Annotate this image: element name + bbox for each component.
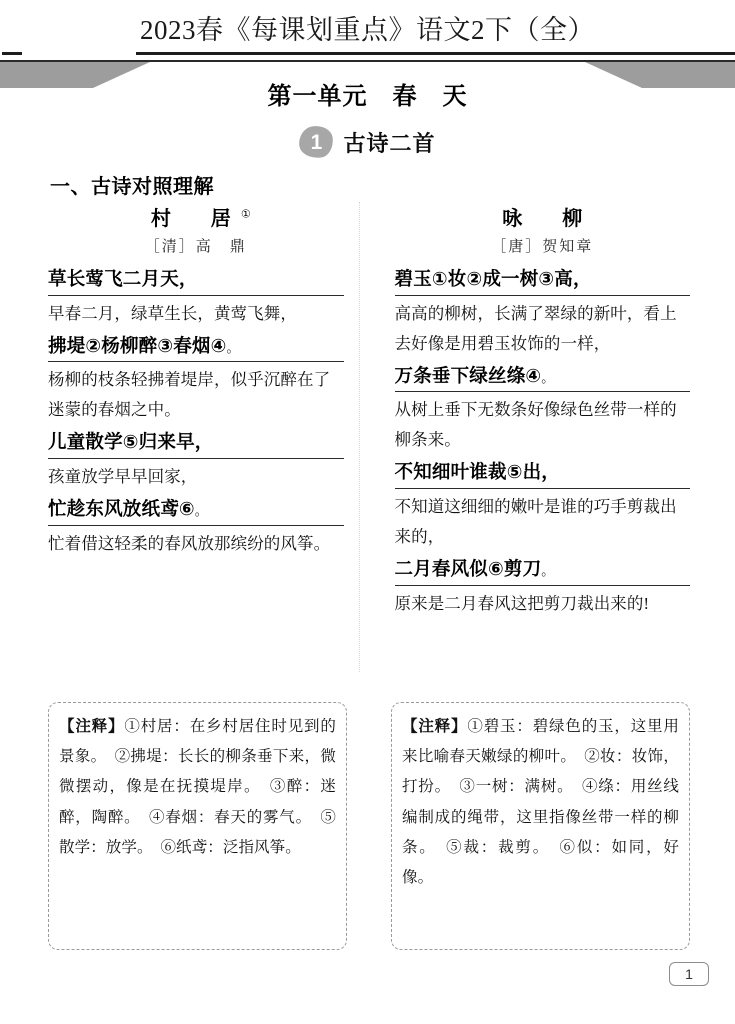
poem-translation-line: 孩童放学早早回家， xyxy=(48,467,198,487)
verse-text: 草长莺飞二月天， xyxy=(48,268,198,289)
verse-text: 二月春风似⑥剪刀 xyxy=(394,558,542,580)
annotation-body: ①碧玉：碧绿色的玉，这里用来比喻春天嫩绿的柳叶。 ②妆：妆饰，打扮。 ③一树：满树。 ④绦：用丝线编制成的绳带，这里指像丝带一样的柳条。 ⑤裁：裁剪。 ⑥似：如同，好像。 xyxy=(402,718,679,887)
poem-translation-line: 原来是二月春风这把剪刀裁出来的! xyxy=(394,593,650,613)
annotation-boxes xyxy=(48,702,690,950)
poem-translation-line: 高高的柳树，长满了翠绿的新叶，看上去好像是用碧玉妆饰的一样， xyxy=(394,303,677,353)
annotation-label: 【注释】 xyxy=(402,718,468,735)
lesson-header xyxy=(0,126,735,158)
poem-title-marker: ① xyxy=(240,208,251,221)
poem-verse-line xyxy=(395,458,691,489)
poem-translation-line: 从树上垂下无数条好像绿色丝带一样的柳条来。 xyxy=(394,400,677,450)
verse-text: 万条垂下绿丝绦④ xyxy=(394,364,542,386)
annotation-box-left xyxy=(48,702,347,950)
poem-verse-line xyxy=(48,428,344,459)
verse-text: 拂堤②杨柳醉③春烟④ xyxy=(48,334,227,356)
poem-title-text: 咏 柳 xyxy=(502,208,593,230)
poem-columns xyxy=(48,202,690,672)
verse-text: 不知细叶谁裁⑤出， xyxy=(394,461,560,483)
poem-translation-line: 杨柳的枝条轻拂着堤岸，似乎沉醉在了迷蒙的春烟之中。 xyxy=(48,370,331,420)
book-title: 2023春《每课划重点》语文2下（全） xyxy=(140,15,595,45)
header-rule-thick xyxy=(136,52,735,55)
poem-verse-line xyxy=(48,495,344,526)
verse-text: 儿童散学⑤归来早， xyxy=(48,431,214,453)
page-number: 1 xyxy=(669,962,709,986)
poem-title xyxy=(48,202,344,231)
annotation-body: ①村居：在乡村居住时见到的景象。 ②拂堤：长长的柳条垂下来，微微摆动，像是在抚摸堤岸。 ③醉：迷醉，陶醉。 ④春烟：春天的雾气。 ⑤散学：放学。 ⑥纸鸢：泛指风筝。 xyxy=(59,718,336,856)
lesson-number: 1 xyxy=(310,130,323,154)
annotation-text xyxy=(402,712,679,893)
verse-text: 碧玉①妆②成一树③高， xyxy=(394,268,592,289)
annotation-label: 【注释】 xyxy=(59,718,125,735)
poem-title xyxy=(395,202,691,231)
unit-title: 第一单元 春 天 xyxy=(267,83,468,110)
verse-punctuation: 。 xyxy=(541,563,555,579)
header-rule-stub xyxy=(2,52,22,55)
verse-punctuation: 。 xyxy=(194,503,208,519)
section-heading: 一、古诗对照理解 xyxy=(50,176,214,198)
annotation-text xyxy=(59,712,336,863)
annotation-box-right xyxy=(391,702,690,950)
verse-punctuation: 。 xyxy=(226,339,240,355)
header-rule-thin xyxy=(0,60,735,62)
poem-column-right xyxy=(365,202,691,672)
poem-verse-line xyxy=(395,265,691,296)
poem-verse-line xyxy=(395,555,691,586)
poem-verse-line xyxy=(395,362,691,393)
lesson-number-badge xyxy=(299,126,333,158)
poem-translation-line: 忙着借这轻柔的春风放那缤纷的风筝。 xyxy=(48,533,331,553)
poem-translation-line: 不知道这细细的嫩叶是谁的巧手剪裁出来的， xyxy=(394,497,677,547)
verse-punctuation: 。 xyxy=(541,369,555,385)
page-header xyxy=(0,0,735,112)
verse-text: 忙趁东风放纸鸢⑥ xyxy=(48,498,195,520)
poem-author: ［唐］贺知章 xyxy=(491,239,594,255)
poem-column-left xyxy=(48,202,354,672)
poem-author: ［清］高 鼎 xyxy=(144,239,247,255)
poem-verse-line xyxy=(48,265,344,296)
poem-verse-line xyxy=(48,332,344,363)
poem-translation-line: 早春二月，绿草生长，黄莺飞舞， xyxy=(48,303,297,323)
lesson-title: 古诗二首 xyxy=(343,130,436,156)
column-divider xyxy=(359,202,360,672)
poem-title-text: 村 居 xyxy=(150,208,241,230)
